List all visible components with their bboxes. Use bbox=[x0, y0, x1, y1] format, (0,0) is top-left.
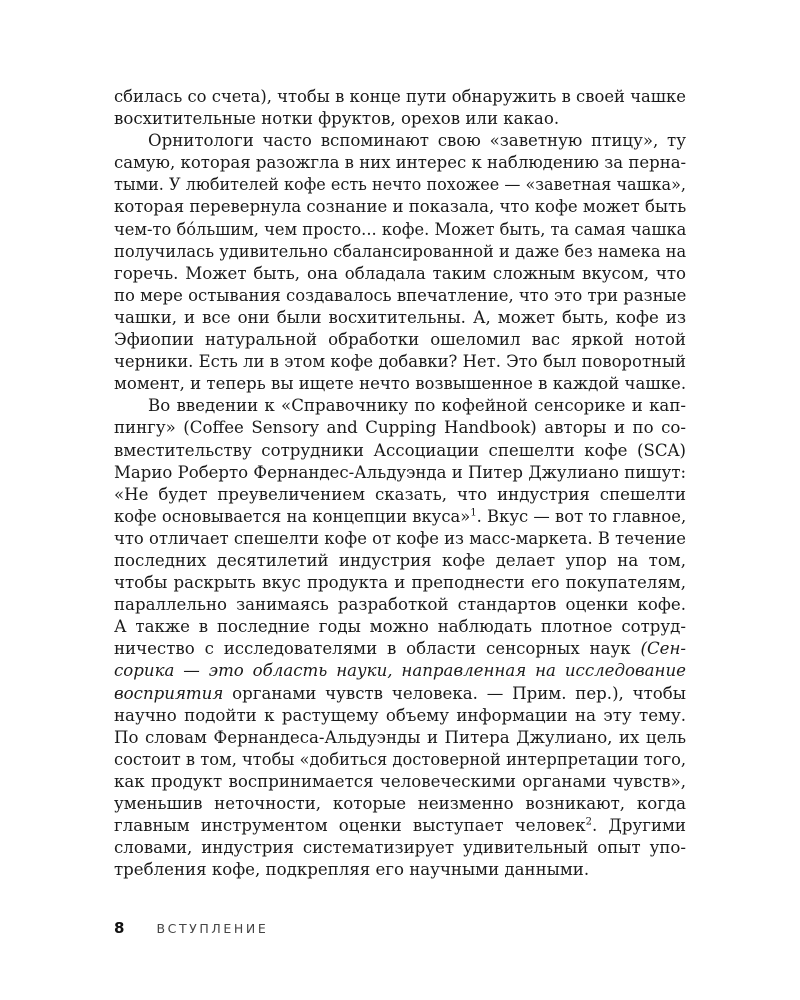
text-line: получилась удивительно сбалансированной и даже без намека на bbox=[114, 241, 687, 261]
text-line: горечь. Может быть, она обладала таким сложным вкусом, что bbox=[114, 263, 686, 283]
text-line: состоит в том, чтобы «добиться достоверной интерпретации того, bbox=[114, 749, 687, 769]
text-line: восхитительные нотки фруктов, орехов или какао. bbox=[114, 109, 560, 129]
translator-note: сорика — это область науки, направленная на исследование bbox=[114, 661, 686, 681]
translator-note: (Сен- bbox=[640, 639, 686, 659]
text-segment: кофе основывается на концепции вкуса» bbox=[114, 506, 471, 526]
text-line: По словам Фернандеса-Альдуэнды и Питера Джулиано, их цель bbox=[114, 727, 686, 747]
paragraph-first-line: Во введении к «Справочнику по кофейной сенсорике и кап- bbox=[148, 396, 686, 416]
text-line: пингу» (Coffee Sensory and Cupping Handbook) авторы и по со- bbox=[114, 418, 686, 438]
text-line: вместительству сотрудники Ассоциации спешелти кофе (SCA) bbox=[114, 440, 686, 460]
text-line: момент, и теперь вы ищете нечто возвышенное в каждой чашке. bbox=[114, 374, 687, 394]
text-segment: ничество с исследователями в области сенсорных наук bbox=[114, 639, 641, 659]
text-line bbox=[114, 506, 686, 528]
text-line: «Не будет преувеличением сказать, что индустрия спешелти bbox=[114, 484, 686, 504]
text-line: последних десятилетий индустрия кофе делает упор на том, bbox=[114, 550, 686, 570]
footnote-marker[interactable]: 2 bbox=[585, 816, 592, 828]
page-number: 8 bbox=[114, 919, 125, 937]
footnote-marker[interactable]: 1 bbox=[470, 507, 477, 519]
text-line bbox=[114, 638, 686, 660]
text-line: Эфиопии натуральной обработки ошеломил вас яркой нотой bbox=[114, 330, 686, 350]
text-line: словами, индустрия систематизирует удивительный опыт упо- bbox=[114, 838, 686, 858]
text-line bbox=[114, 683, 686, 705]
text-segment: главным инструментом оценки выступает человек bbox=[114, 816, 586, 836]
body-text bbox=[114, 86, 686, 881]
text-line: самую, которая разожгла в них интерес к наблюдению за перна- bbox=[114, 153, 687, 173]
page-footer bbox=[114, 917, 268, 939]
text-line: как продукт воспринимается человеческими органами чувств», bbox=[114, 771, 686, 791]
text-line: чашки, и все они были восхитительны. А, может быть, кофе из bbox=[114, 307, 686, 327]
text-line: требления кофе, подкрепляя его научными данными. bbox=[114, 860, 590, 880]
text-line: что отличает спешелти кофе от кофе из масс-маркета. В течение bbox=[114, 528, 686, 548]
text-segment: . Вкус — вот то главное, bbox=[476, 506, 687, 526]
text-line: черники. Есть ли в этом кофе добавки? Нет. Это был поворотный bbox=[114, 352, 686, 372]
translator-note: восприятия bbox=[114, 683, 224, 703]
text-line: параллельно занимаясь разработкой стандартов оценки кофе. bbox=[114, 595, 686, 615]
text-line: Марио Роберто Фернандес-Альдуэнда и Питер Джулиано пишут: bbox=[114, 462, 687, 482]
text-line bbox=[114, 815, 686, 837]
text-line: которая перевернула сознание и показала, что кофе может быть bbox=[114, 197, 687, 217]
section-title: ВСТУПЛЕНИЕ bbox=[156, 920, 269, 936]
text-segment: органами чувств человека. — Прим. пер.), чтобы bbox=[223, 683, 686, 703]
text-line: сбилась со счета), чтобы в конце пути обнаружить в своей чашке bbox=[114, 87, 686, 106]
paragraph-first-line: Орнитологи часто вспоминают свою «заветную птицу», ту bbox=[148, 131, 686, 151]
text-line: А также в последние годы можно наблюдать плотное сотруд- bbox=[114, 617, 686, 637]
text-line bbox=[114, 660, 686, 682]
text-line: научно подойти к растущему объему информации на эту тему. bbox=[114, 705, 686, 725]
text-line: уменьшив неточности, которые неизменно возникают, когда bbox=[114, 794, 686, 813]
text-line: чем-то бо́льшим, чем просто... кофе. Может быть, та самая чашка bbox=[114, 219, 687, 239]
text-segment: . Другими bbox=[591, 816, 686, 836]
text-line: чтобы раскрыть вкус продукта и преподнести его покупателям, bbox=[114, 573, 686, 593]
text-line: по мере остывания создавалось впечатление, что это три разные bbox=[114, 285, 687, 305]
text-line: тыми. У любителей кофе есть нечто похожее — «заветная чашка», bbox=[114, 175, 686, 195]
